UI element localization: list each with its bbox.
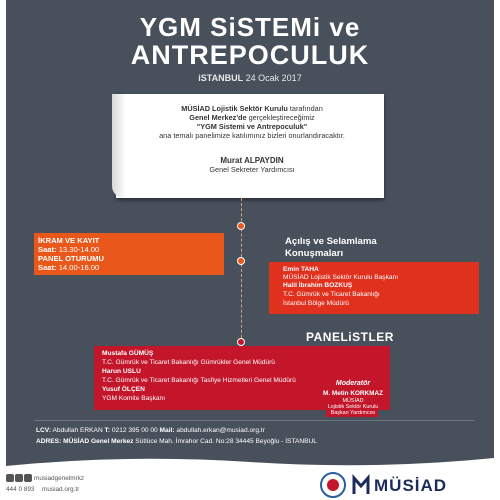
speaker-role: MÜSİAD Lojistik Sektör Kurulu Başkanı <box>283 274 399 281</box>
speaker-name: Emin TAHA <box>283 266 319 273</box>
speaker-name: Halil İbrahim BOZKUŞ <box>283 282 353 289</box>
invitation-topic: "YGM Sistemi ve Antrepoculuk" <box>196 122 308 131</box>
panelist-name: Harun USLU <box>102 368 141 375</box>
panelist-role: T.C. Gümrük ve Ticaret Bakanlığı Tasfiye Hizmetleri Genel Müdürü <box>102 377 296 384</box>
facebook-icon[interactable] <box>6 474 14 482</box>
panelists-heading: PANELiSTLER <box>306 330 394 344</box>
musiad-logo-text: MÜSİAD <box>374 476 448 495</box>
moderator-role: MÜSİAD <box>342 398 364 404</box>
address-line: ADRES: MÜSİAD Genel Merkez Sütlüce Mah. İmrahor Cad. No:28 34445 Beyoğlu - İSTANBUL <box>36 438 317 445</box>
rsvp-email-link[interactable]: abdullah.erkan@musiad.org.tr <box>174 427 265 434</box>
moderator-label: Moderatör <box>335 380 371 387</box>
panel-session-time: Saat: 14.00-16.00 <box>38 263 100 272</box>
schedule-box <box>34 233 224 275</box>
moderator-role: Lojistik Sektör Kurulu <box>327 404 379 410</box>
speaker-role: İstanbul Bölge Müdürü <box>283 300 349 307</box>
invitation-poster <box>6 0 494 470</box>
invitation-line-host: Genel Merkez'de gerçekleştireceğimiz <box>189 113 315 122</box>
opening-heading-line-1: Açılış ve Selamlama <box>285 236 377 247</box>
timeline-dot-opening <box>237 257 245 265</box>
timeline-dot-schedule <box>237 222 245 230</box>
invitation-card <box>116 94 384 198</box>
title-line-2: ANTREPOCULUK <box>130 40 370 70</box>
moderator-role: Başkan Yardımcısı <box>330 410 376 416</box>
event-date <box>6 73 494 83</box>
invitation-text: ana temalı panelimize katılımınız bizleri onurlandıracaktır. <box>159 131 345 140</box>
signer-name: Murat ALPAYDIN <box>220 156 284 165</box>
bottom-wave <box>6 452 494 470</box>
musiad-logo-mark <box>352 474 370 496</box>
panel-session-title: PANEL OTURUMU <box>38 254 104 263</box>
social-icons[interactable] <box>6 474 32 482</box>
registration-time: Saat: 13.30-14.00 <box>38 245 100 254</box>
opening-speakers-box <box>269 262 479 314</box>
panelist-role: T.C. Gümrük ve Ticaret Bakanlığı Gümrükler Genel Müdürü <box>102 359 275 366</box>
rsvp-line: LCV: Abdullah ERKAN T: 0212 395 00 00 Mail: abdullah.erkan@musiad.org.tr <box>36 427 265 434</box>
event-date-text: 24 Ocak 2017 <box>245 73 302 83</box>
panelist-name: Mustafa GÜMÜŞ <box>102 350 154 357</box>
title-line-1: YGM SiSTEMi ve <box>139 12 361 42</box>
moderator-name: M. Metin KORKMAZ <box>323 390 383 397</box>
signer-title: Genel Sekreter Yardımcısı <box>209 165 295 174</box>
timeline-line <box>241 198 242 348</box>
panelist-role: YGM Komite Başkanı <box>102 395 166 402</box>
opening-heading-line-2: Konuşmaları <box>285 248 344 259</box>
instagram-icon[interactable] <box>24 474 32 482</box>
footer-divider <box>34 420 474 421</box>
emblem-logo <box>320 472 346 498</box>
social-handle[interactable]: musiadgenelmrkz <box>34 475 85 482</box>
registration-title: İKRAM VE KAYIT <box>38 236 100 245</box>
twitter-icon[interactable] <box>15 474 23 482</box>
panelist-name: Yusuf ÖLÇEN <box>102 386 145 393</box>
paper-curl <box>112 94 126 198</box>
event-city: iSTANBUL <box>198 73 244 83</box>
phone-number: 444 0 893 <box>6 486 35 493</box>
invitation-line-org: MÜSİAD Lojistik Sektör Kurulu tarafından <box>181 104 323 113</box>
timeline-dot-panelists <box>237 338 245 346</box>
speaker-role: T.C. Gümrük ve Ticaret Bakanlığı <box>283 291 380 298</box>
website-link[interactable]: musiad.org.tr <box>42 486 80 493</box>
